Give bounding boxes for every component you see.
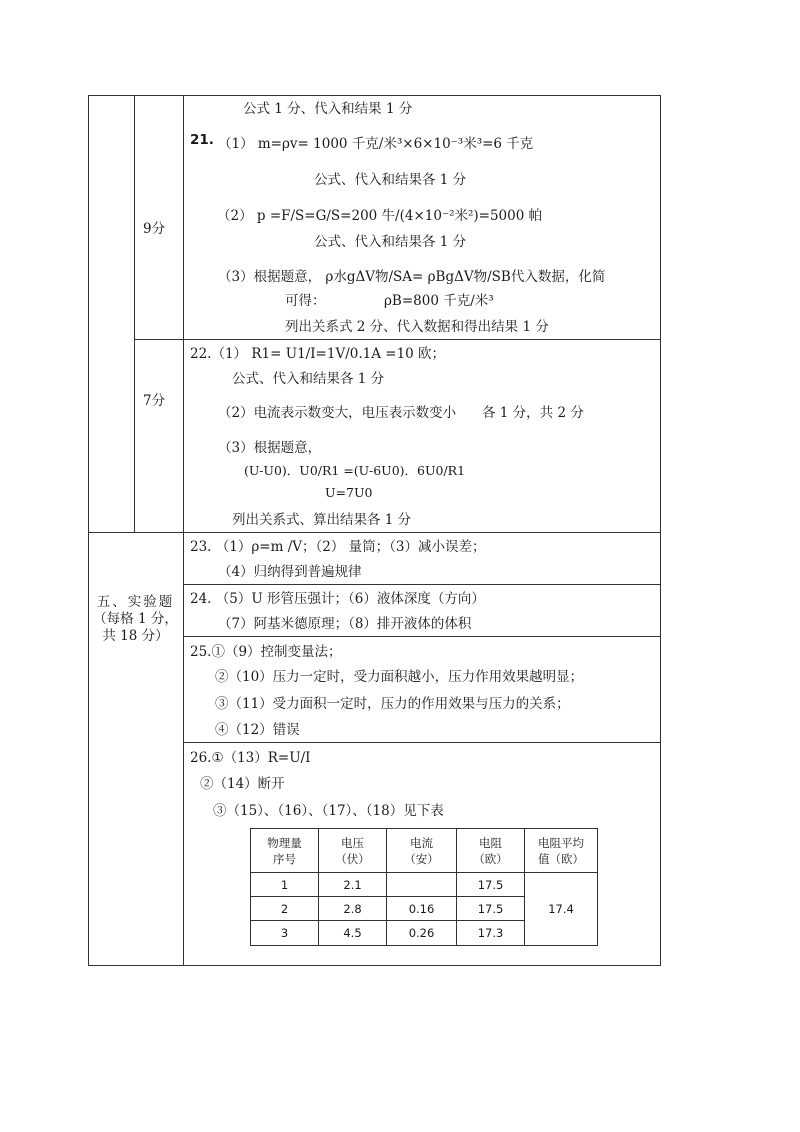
q24-line1: 24. （5）U 形管压强计；（6）液体深度（方向） (190, 591, 485, 607)
cell-index: 1 (251, 873, 319, 897)
q22-part2: （2）电流表示数变大，电压表示数变小 (218, 405, 457, 421)
q21-part2-note: 公式、代入和结果各 1 分 (314, 234, 467, 250)
divider-section4-section5 (88, 532, 661, 533)
q21-part3: （3）根据题意， ρ水gΔV物/SA= ρBgΔV物/SB代入数据，化简 (218, 269, 606, 285)
divider-row9-row7 (134, 339, 661, 340)
q22-part3-equation: (U-U0)．U0/R1 =(U-6U0)．6U0/R1 (244, 463, 466, 478)
cell-average-resistance: 17.4 (525, 873, 598, 946)
q21-part1: （1） m=ρv= 1000 千克/米³×6×10⁻³米³=6 千克 (218, 136, 534, 152)
q22-part2-score: 各 1 分，共 2 分 (482, 405, 584, 421)
header-current: 电流 （安） (387, 829, 457, 873)
table-header-row (251, 829, 598, 873)
score-7: 7分 (143, 393, 166, 409)
section5-title (88, 594, 183, 645)
q21-part1-note: 公式、代入和结果各 1 分 (314, 172, 467, 188)
header-average-resistance: 电阻平均 值（欧） (525, 829, 598, 873)
cell-current (387, 873, 457, 897)
cell-resistance: 17.5 (457, 873, 525, 897)
cell-index: 2 (251, 897, 319, 921)
q26-line2: ②（14）断开 (200, 776, 285, 792)
q23-line2: （4）归纳得到普遍规律 (218, 564, 362, 580)
section5-title-line1: 五、实验题 (96, 594, 175, 610)
cell-voltage: 2.1 (319, 873, 387, 897)
q22-part3-note: 列出关系式、算出结果各 1 分 (232, 512, 412, 528)
cell-index: 3 (251, 921, 319, 946)
table-bottom-border (88, 965, 661, 966)
q21-number: 21. (190, 132, 214, 148)
cell-voltage: 2.8 (319, 897, 387, 921)
score-column-left-border (134, 95, 135, 532)
q25-line3: ③（11）受力面积一定时，压力的作用效果与压力的关系； (215, 696, 570, 712)
q21-part3-result: ρB=800 千克/米³ (384, 293, 494, 309)
header-resistance: 电阻 （欧） (457, 829, 525, 873)
section5-title-line3: 共 18 分） (102, 628, 169, 644)
q25-line1: 25.①（9）控制变量法； (190, 644, 342, 660)
q22-part3-result: U=7U0 (325, 485, 373, 500)
q21-part3-result-label: 可得： (285, 293, 326, 309)
cell-resistance: 17.3 (457, 921, 525, 946)
q25-line2: ②（10）压力一定时，受力面积越小，压力作用效果越明显； (215, 669, 584, 685)
q26-line3: ③（15）、（16）、（17）、（18）见下表 (213, 803, 444, 819)
section5-title-line2: （每格 1 分， (93, 611, 178, 627)
divider-q23-q24 (183, 584, 661, 585)
results-table (250, 828, 598, 946)
q24-line2: （7）阿基米德原理；（8）排开液体的体积 (218, 616, 472, 632)
score-9: 9分 (143, 221, 166, 237)
table-row (251, 873, 598, 897)
q22-part1: 22.（1） R1= U1/I=1V/0.1A =10 欧； (190, 346, 446, 362)
cell-voltage: 4.5 (319, 921, 387, 946)
cell-resistance: 17.5 (457, 897, 525, 921)
cell-current: 0.16 (387, 897, 457, 921)
cell-current: 0.26 (387, 921, 457, 946)
q22-part3: （3）根据题意， (218, 440, 322, 456)
answer-column-left-border (183, 95, 184, 966)
table-left-border (88, 95, 89, 966)
divider-q25-q26 (183, 742, 661, 743)
q23-line1: 23. （1）ρ=m /V；（2） 量筒；（3）减小误差； (190, 539, 486, 555)
q21-part2: （2） p =F/S=G/S=200 牛/(4×10⁻²米²)=5000 帕 (217, 208, 543, 224)
table-top-border (88, 95, 661, 96)
q25-line4: ④（12）错误 (215, 722, 300, 738)
header-quantity-index: 物理量 序号 (251, 829, 319, 873)
q22-part1-note: 公式、代入和结果各 1 分 (232, 371, 385, 387)
table-right-border (660, 95, 661, 966)
q26-line1: 26.①（13）R=U/I (190, 750, 311, 766)
header-voltage: 电压 （伏） (319, 829, 387, 873)
q21-part3-note: 列出关系式 2 分、代入数据和得出结果 1 分 (285, 319, 549, 335)
divider-q24-q25 (183, 636, 661, 637)
q20-scoring-note: 公式 1 分、代入和结果 1 分 (243, 101, 413, 117)
